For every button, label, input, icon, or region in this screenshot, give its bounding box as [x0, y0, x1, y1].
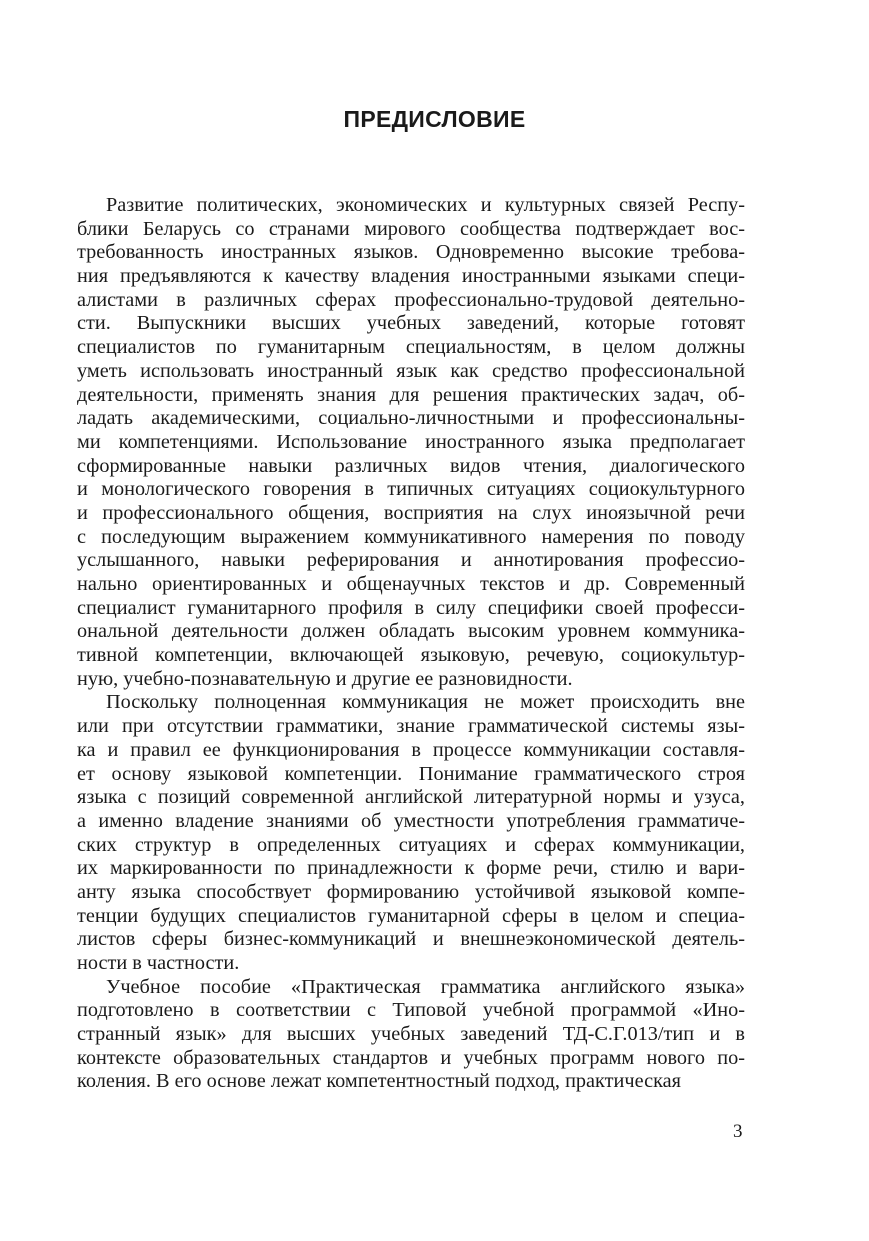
- text-line: ет основу языковой компетенции. Понимание грамматического строя: [77, 762, 745, 785]
- text-line: деятельности, применять знания для решения практических задач, об-: [77, 383, 745, 406]
- text-line: уметь использовать иностранный язык как средство профессиональной: [77, 359, 745, 382]
- text-line: странный язык» для высших учебных заведений ТД-С.Г.013/тип и в: [77, 1023, 745, 1046]
- text-line: Учебное пособие «Практическая грамматика английского языка»: [106, 975, 745, 998]
- text-line: алистами в различных сферах профессионально-трудовой деятельно-: [77, 288, 745, 311]
- paragraph: [77, 691, 745, 975]
- text-line: ми компетенциями. Использование иностранного языка предполагает: [77, 430, 745, 453]
- text-line: ную, учебно-познавательную и другие ее разновидности.: [77, 667, 573, 690]
- text-line: анту языка способствует формированию устойчивой языковой компе-: [77, 880, 745, 903]
- text-line: требованность иностранных языков. Одновременно высокие требова-: [77, 241, 745, 264]
- text-line: ния предъявляются к качеству владения иностранными языками специ-: [77, 265, 745, 288]
- text-line: а именно владение знаниями об уместности употребления грамматиче-: [77, 809, 745, 832]
- text-line: сформированные навыки различных видов чтения, диалогического: [77, 454, 745, 477]
- text-line: ка и правил ее функционирования в процессе коммуникации составля-: [77, 738, 745, 761]
- text-line: блики Беларусь со странами мирового сообщества подтверждает вос-: [77, 217, 745, 240]
- text-line: коления. В его основе лежат компетентностный подход, практическая: [77, 1070, 681, 1093]
- text-line: их маркированности по принадлежности к форме речи, стилю и вари-: [77, 857, 745, 880]
- text-line: нально ориентированных и общенаучных текстов и др. Современный: [77, 573, 745, 595]
- text-line: специалист гуманитарного профиля в силу специфики своей професси-: [77, 596, 745, 619]
- text-line: контексте образовательных стандартов и учебных программ нового по-: [77, 1046, 745, 1069]
- text-line: Развитие политических, экономических и культурных связей Респу-: [106, 194, 745, 216]
- text-line: листов сферы бизнес-коммуникаций и внешнеэкономической деятель-: [77, 928, 745, 951]
- body-text: [77, 194, 745, 1094]
- page-title: ПРЕДИСЛОВИЕ: [343, 106, 526, 132]
- text-line: и монологического говорения в типичных ситуациях социокультурного: [77, 478, 745, 501]
- text-line: подготовлено в соответствии с Типовой учебной программой «Ино-: [77, 999, 745, 1022]
- text-line: ладать академическими, социально-личностными и профессиональны-: [77, 407, 745, 430]
- text-line: услышанного, навыки реферирования и аннотирования профессио-: [77, 549, 745, 572]
- text-line: Поскольку полноценная коммуникация не может происходить вне: [106, 691, 745, 714]
- text-line: тивной компетенции, включающей языковую, речевую, социокультур-: [77, 644, 745, 667]
- paragraph: [77, 976, 745, 1094]
- text-line: ских структур в определенных ситуациях и сферах коммуникации,: [77, 833, 745, 856]
- text-line: ности в частности.: [77, 952, 240, 974]
- text-line: тенции будущих специалистов гуманитарной сферы в целом и специа-: [77, 904, 745, 927]
- text-line: специалистов по гуманитарным специальностям, в целом должны: [77, 336, 745, 359]
- text-line: и профессионального общения, восприятия на слух иноязычной речи: [77, 501, 745, 524]
- page-number: 3: [733, 1121, 743, 1142]
- text-line: языка с позиций современной английской литературной нормы и узуса,: [77, 786, 745, 809]
- text-line: ональной деятельности должен обладать высоким уровнем коммуника-: [77, 620, 745, 643]
- text-line: или при отсутствии грамматики, знание грамматической системы язы-: [77, 715, 745, 738]
- text-line: с последующим выражением коммуникативного намерения по поводу: [77, 525, 745, 548]
- paragraph: [77, 194, 745, 691]
- text-line: сти. Выпускники высших учебных заведений, которые готовят: [77, 312, 745, 335]
